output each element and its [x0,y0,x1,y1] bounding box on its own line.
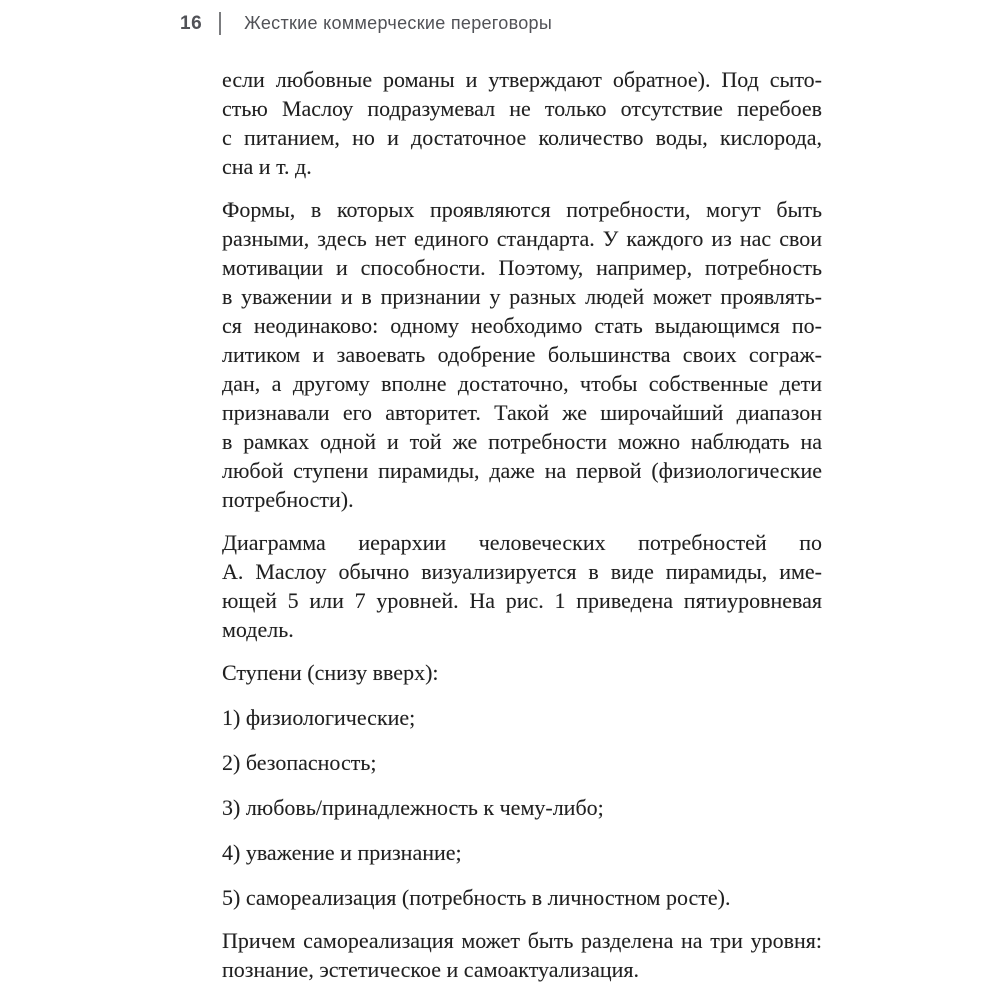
text-line: мотивации и способности. Поэтому, например, потребность [222,255,822,280]
text-line: Диаграмма иерархии человеческих потребностей по [222,530,822,555]
text-line: с питанием, но и достаточное количество воды, кислорода, [222,125,822,150]
page-body [222,0,822,984]
text-line: Причем самореализация может быть разделена на три уровня: [222,928,822,953]
book-title: Жесткие коммерческие переговоры [244,13,553,33]
text-line: признавали его авторитет. Такой же широчайший диапазон [222,400,822,425]
paragraph [222,65,822,181]
list-item: 4) уважение и признание; [222,840,462,865]
text-line: литиком и завоевать одобрение большинства своих сограж- [222,342,822,367]
paragraph [222,195,822,514]
list-item: 1) физиологические; [222,705,416,730]
paragraph [222,528,822,644]
list-item: 2) безопасность; [222,750,377,775]
text-line: ющей 5 или 7 уровней. На рис. 1 приведена пятиуровневая [222,588,822,613]
list-intro-line: Ступени (снизу вверх): [222,660,439,685]
text-line: сна и т. д. [222,154,312,179]
text-line: разными, здесь нет единого стандарта. У каждого из нас свои [222,226,822,251]
text-line: познание, эстетическое и самоактуализация. [222,957,640,982]
header-divider [219,12,221,35]
paragraph [222,926,822,984]
text-line: если любовные романы и утверждают обратное). Под сыто- [222,67,822,92]
list-item: 5) самореализация (потребность в личностном росте). [222,885,731,910]
text-line: А. Маслоу обычно визуализируется в виде пирамиды, име- [222,559,822,584]
text-line: модель. [222,617,294,642]
text-line: любой ступени пирамиды, даже на первой (физиологические [222,458,822,483]
text-line: в рамках одной и той же потребности можно наблюдать на [222,429,822,454]
text-line: ся неодинаково: одному необходимо стать выдающимся по- [222,313,822,338]
text-line: потребности). [222,487,354,512]
text-line: в уважении и в признании у разных людей может проявлять- [222,284,822,309]
text-line: стью Маслоу подразумевал не только отсутствие перебоев [222,96,822,121]
page-number: 16 [180,12,203,34]
list-item: 3) любовь/принадлежность к чему-либо; [222,795,604,820]
text-line: дан, а другому вполне достаточно, чтобы собственные дети [222,371,822,396]
text-line: Формы, в которых проявляются потребности, могут быть [222,197,822,222]
